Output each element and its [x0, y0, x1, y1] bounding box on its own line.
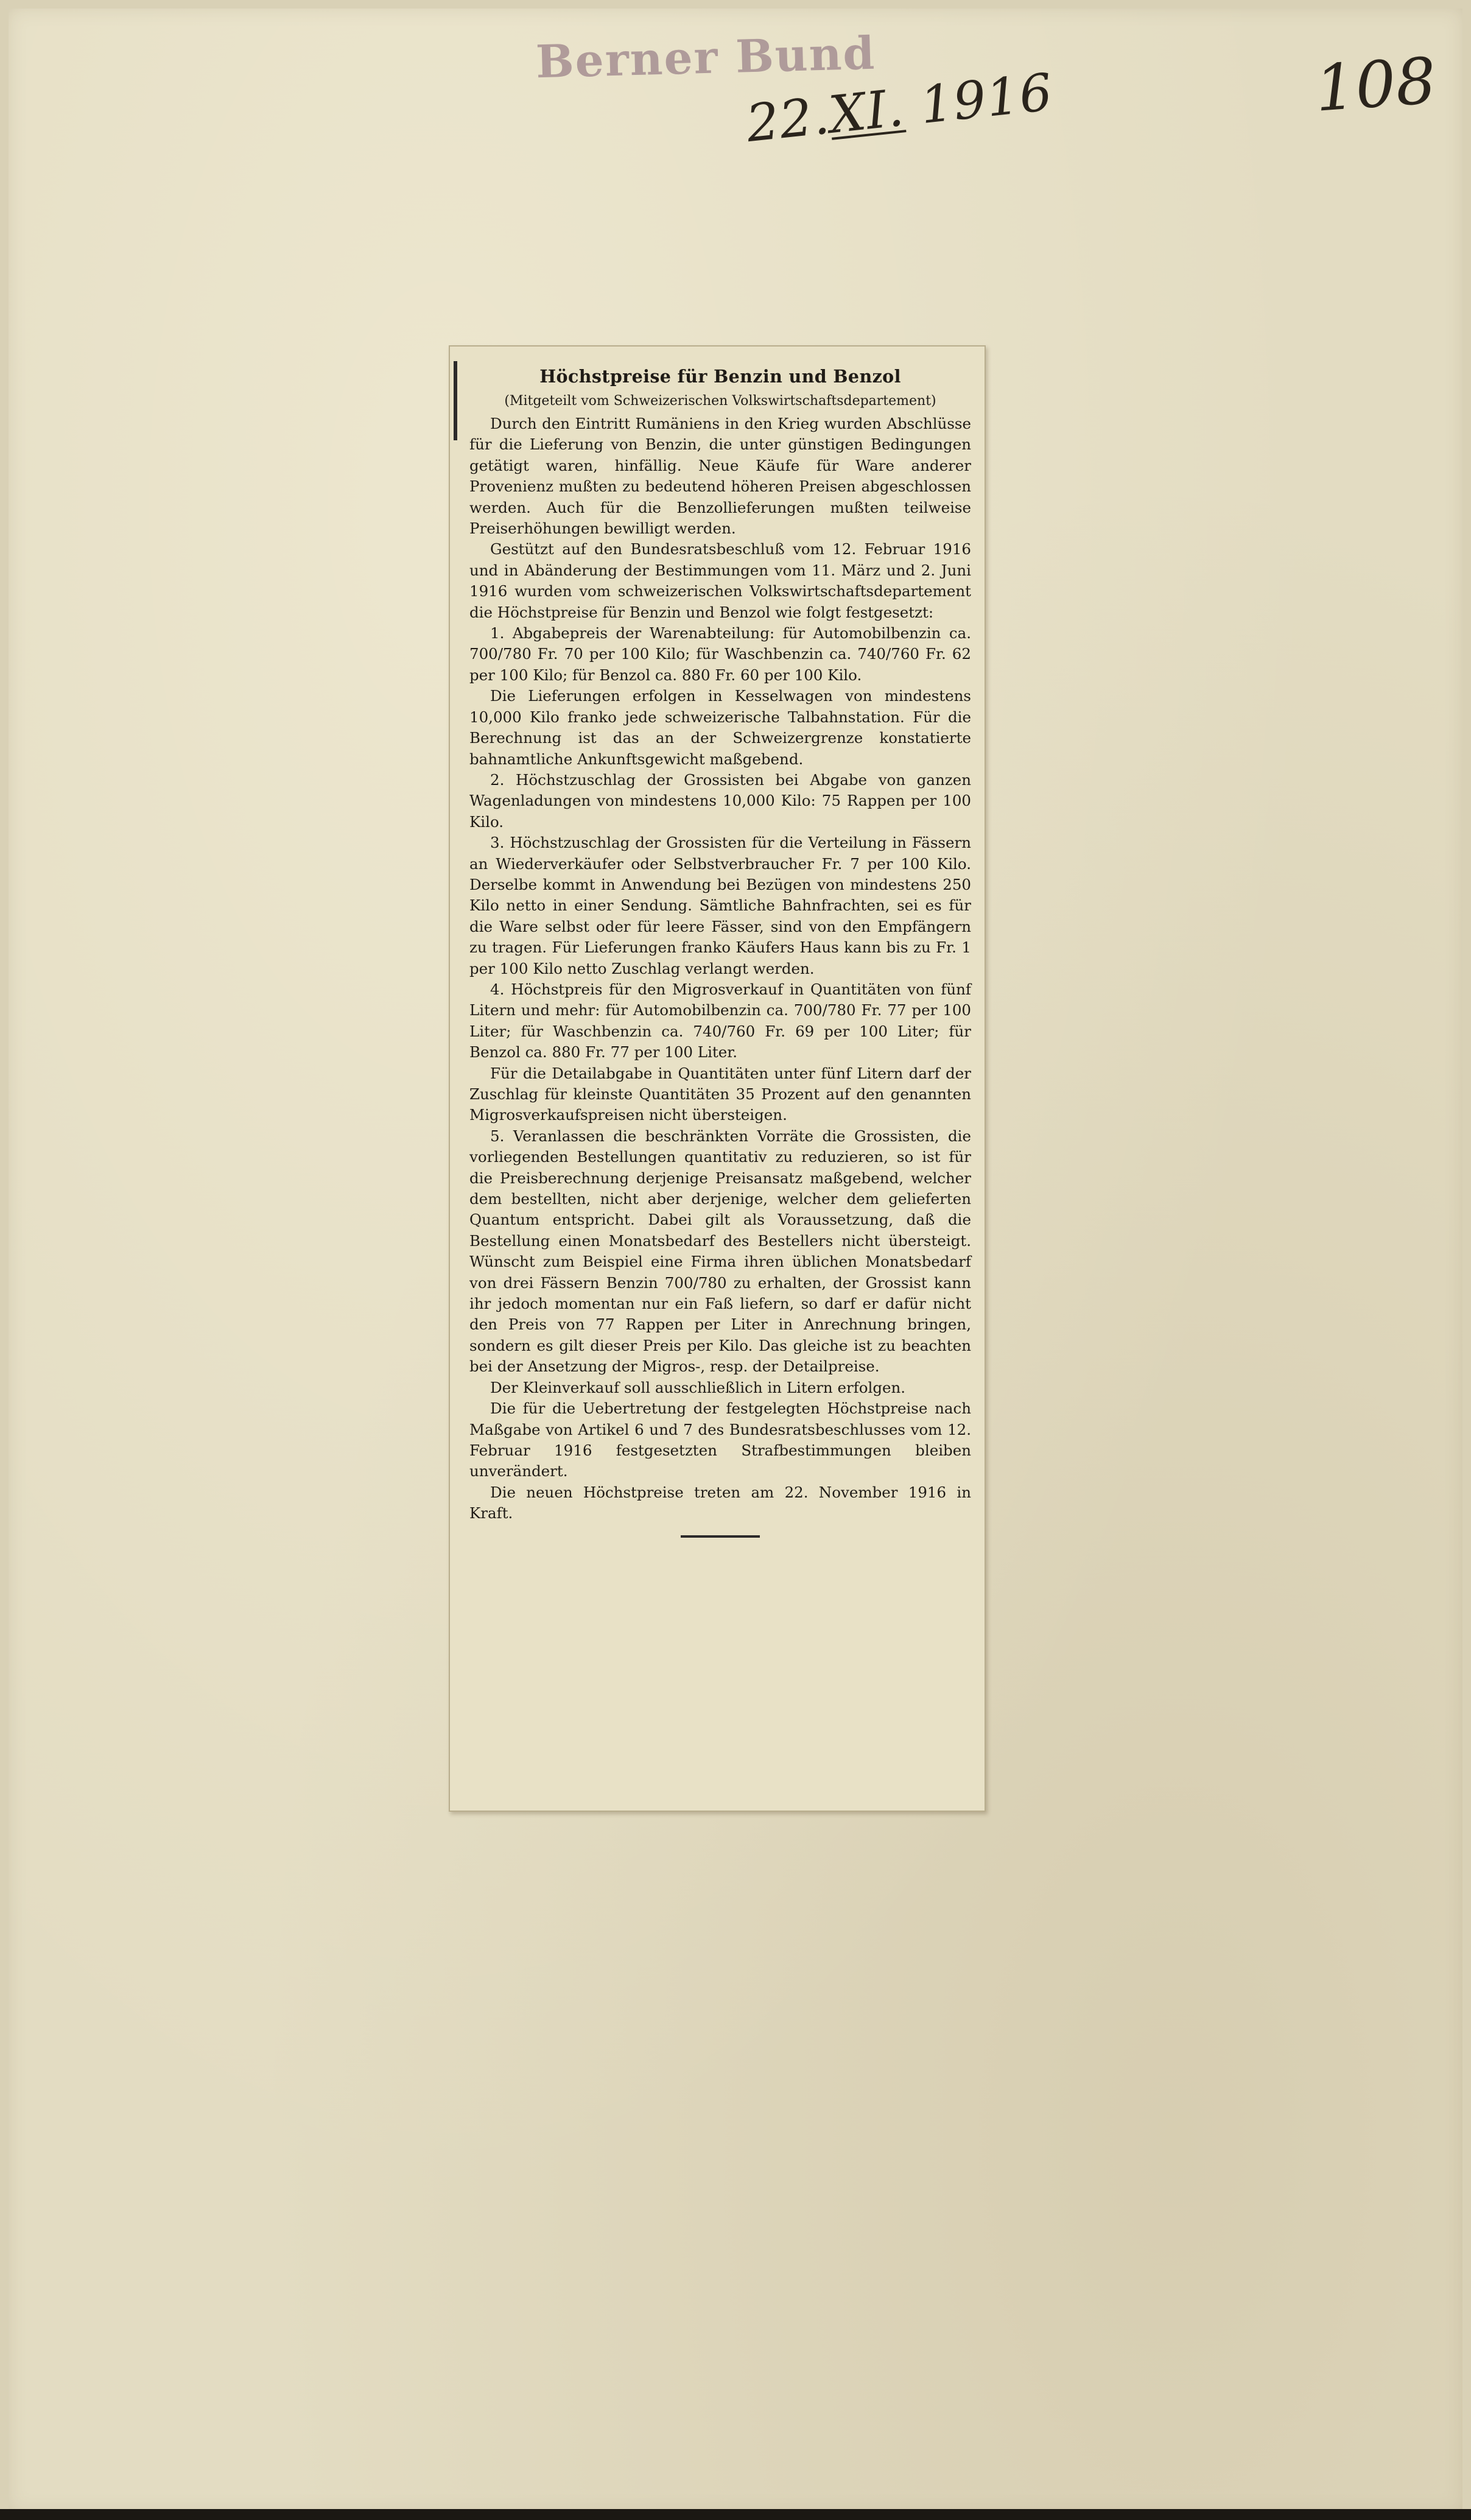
date-month: XI. — [826, 77, 907, 145]
article-paragraph: Die für die Uebertretung der festgelegten Höchstpreise nach Maßgabe von Artikel 6 und 7 des Bundesratsbeschlusses vom 12. Februar 1916 festgesetzten Strafbestimmungen bleiben unverändert. — [469, 1399, 971, 1480]
article-paragraph: 4. Höchstpreis für den Migrosverkauf in Quantitäten von fünf Litern und mehr: für Automobilbenzin ca. 700/780 Fr. 77 per 100 Liter; für Waschbenzin ca. 740/760 Fr. 69 per 100 Liter; für Benzol ca. 880 Fr. 77 per 100 Liter. — [469, 980, 971, 1061]
newspaper-stamp: Berner Bund — [535, 27, 877, 89]
article-paragraph: Die neuen Höchstpreise treten am 22. November 1916 in Kraft. — [469, 1483, 971, 1522]
article-paragraph: 2. Höchstzuschlag der Grossisten bei Abgabe von ganzen Wagenladungen von mindestens 10,000 Kilo: 75 Rappen per 100 Kilo. — [469, 770, 971, 831]
article-paragraph: Durch den Eintritt Rumäniens in den Krieg wurden Abschlüsse für die Lieferung von Benzin, die unter günstigen Bedingungen getätigt waren, hinfällig. Neue Käufe für Ware anderer Provenienz mußten zu bedeutend höheren Preisen abgeschlossen werden. Auch für die Benzollieferungen mußten teilweise Preiserhöhungen bewilligt werden. — [469, 415, 971, 538]
archive-number: 108 — [1312, 43, 1439, 126]
end-rule — [681, 1535, 760, 1538]
date-year: 1916 — [917, 62, 1056, 136]
article-paragraph: 1. Abgabepreis der Warenabteilung: für Automobilbenzin ca. 700/780 Fr. 70 per 100 Kilo; für Waschbenzin ca. 740/760 Fr. 62 per 100 Kilo; für Benzol ca. 880 Fr. 60 per 100 Kilo. — [469, 624, 971, 684]
article-paragraph: Der Kleinverkauf soll ausschließlich in Litern erfolgen. — [490, 1378, 906, 1396]
article-paragraph: Die Lieferungen erfolgen in Kesselwagen von mindestens 10,000 Kilo franko jede schweizerische Talbahnstation. Für die Berechnung ist das an der Schweizergrenze konstatierte bahnamtliche Ankunftsgewicht maßgebend. — [469, 687, 971, 768]
article-paragraph: 5. Veranlassen die beschränkten Vorräte die Grossisten, die vorliegenden Bestellungen quantitativ zu reduzieren, so ist für die Preisberechnung derjenige Preisansatz maßgebend, welcher dem bestellten, nicht aber derjenige, welcher dem gelieferten Quantum entspricht. Dabei gilt als Voraussetzung, daß die Bestellung einen Monatsbedarf des Bestellers nicht übersteigt. Wünscht zum Beispiel eine Firma ihren üblichen Monatsbedarf von drei Fässern Benzin 700/780 zu erhalten, der Grossist kann ihr jedoch momentan nur ein Faß liefern, so darf er dafür nicht den Preis von 77 Rappen per Liter in Anrechnung bringen, sondern es gilt dieser Preis per Kilo. Das gleiche ist zu beachten bei der Ansetzung der Migros-, resp. der Detailpreise. — [469, 1127, 971, 1376]
article-paragraph: Gestützt auf den Bundesratsbeschluß vom 12. Februar 1916 und in Abänderung der Bestimmungen vom 11. März und 2. Juni 1916 wurden vom schweizerischen Volkswirtschaftsdepartement die Höchstpreise für Benzin und Benzol wie folgt festgesetzt: — [469, 540, 971, 621]
article-headline: Höchstpreise für Benzin und Benzol — [539, 366, 901, 387]
article-attribution: (Mitgeteilt vom Schweizerischen Volkswirtschaftsdepartement) — [504, 393, 936, 409]
newspaper-clipping — [449, 345, 986, 1812]
article-paragraph: Für die Detailabgabe in Quantitäten unter fünf Litern darf der Zuschlag für kleinste Quantitäten 35 Prozent auf den genannten Migrosverkaufspreisen nicht übersteigen. — [469, 1064, 971, 1124]
date-day: 22. — [743, 85, 833, 154]
article-paragraph: 3. Höchstzuschlag der Grossisten für die Verteilung in Fässern an Wiederverkäufer oder Selbstverbraucher Fr. 7 per 100 Kilo. Derselbe kommt in Anwendung bei Bezügen von mindestens 250 Kilo netto in einer Sendung. Sämtliche Bahnfrachten, sei es für die Ware selbst oder für leere Fässer, sind von den Empfängern zu tragen. Für Lieferungen franko Käufers Haus kann bis zu Fr. 1 per 100 Kilo netto Zuschlag verlangt werden. — [469, 834, 971, 977]
